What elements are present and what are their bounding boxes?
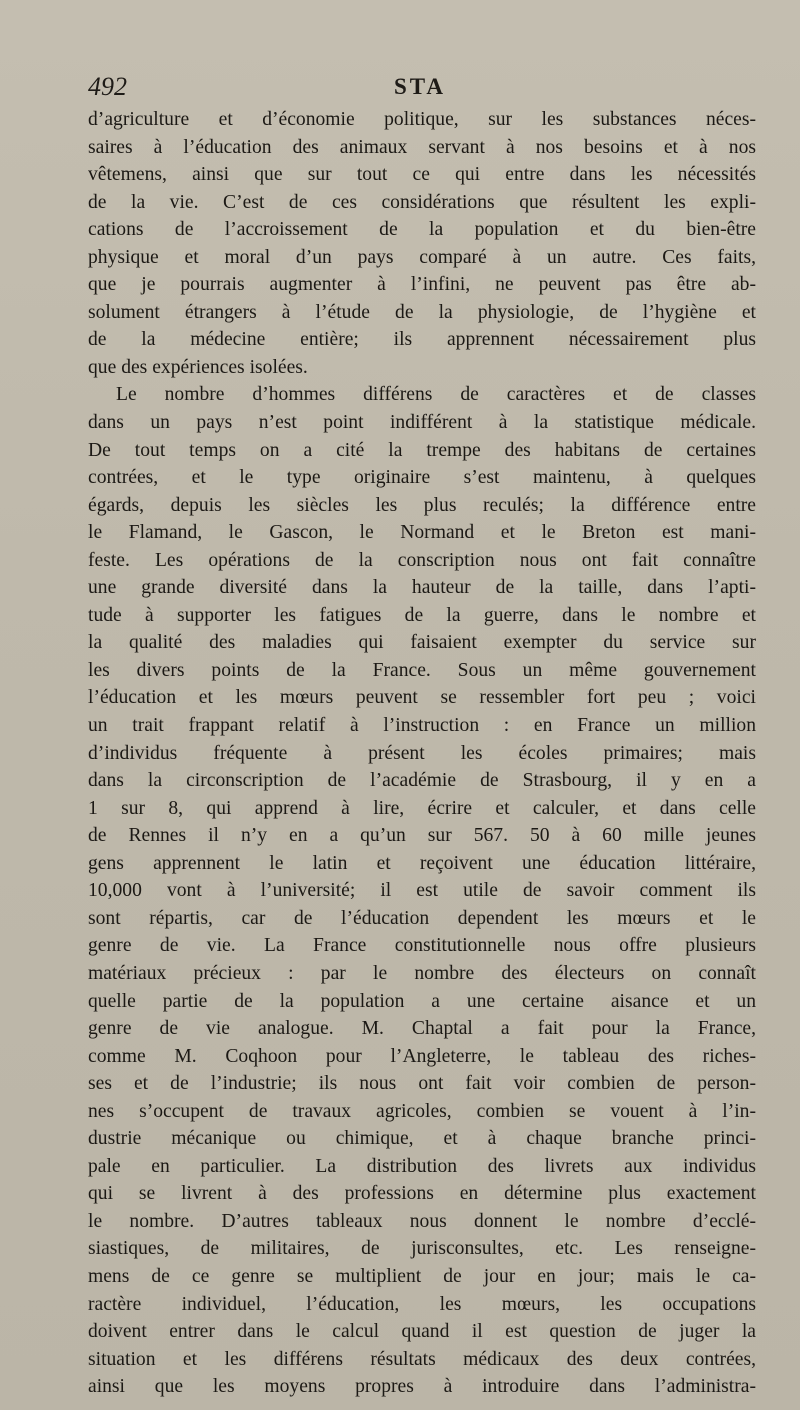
text-line: vêtemens, ainsi que sur tout ce qui entre dans les nécessités bbox=[88, 164, 756, 186]
text-line: dustrie mécanique ou chimique, et à chaque branche princi- bbox=[88, 1128, 756, 1150]
text-line: ractère individuel, l’éducation, les mœurs, les occupations bbox=[88, 1293, 756, 1315]
text-line: pale en particulier. La distribution des livrets aux individus bbox=[88, 1155, 756, 1177]
text-line: De tout temps on a cité la trempe des habitans de certaines bbox=[88, 439, 756, 461]
text-line: le nombre. D’autres tableaux nous donnent le nombre d’ecclé- bbox=[88, 1210, 756, 1232]
text-line: d’individus fréquente à présent les écoles primaires; mais bbox=[88, 742, 756, 764]
running-head: STA bbox=[393, 74, 447, 99]
text-line: cations de l’accroissement de la population et du bien-être bbox=[88, 219, 756, 241]
text-line: l’éducation et les mœurs peuvent se ressembler fort peu ; voici bbox=[88, 687, 756, 709]
paragraph bbox=[88, 381, 756, 1400]
text-line: nes s’occupent de travaux agricoles, combien se vouent à l’in- bbox=[88, 1100, 756, 1122]
text-line: de la vie. C’est de ces considérations que résultent les expli- bbox=[88, 191, 756, 213]
text-line: comme M. Coqhoon pour l’Angleterre, le tableau des riches- bbox=[88, 1045, 756, 1067]
text-line: contrées, et le type originaire s’est maintenu, à quelques bbox=[88, 467, 756, 489]
text-line: physique et moral d’un pays comparé à un autre. Ces faits, bbox=[88, 246, 756, 268]
text-line: 10,000 vont à l’université; il est utile de savoir comment ils bbox=[88, 880, 756, 902]
text-line: sont répartis, car de l’éducation dependent les mœurs et le bbox=[88, 907, 756, 929]
text-line: solument étrangers à l’étude de la physiologie, de l’hygiène et bbox=[88, 301, 756, 323]
paragraph bbox=[88, 106, 756, 381]
text-line: ses et de l’industrie; ils nous ont fait voir combien de person- bbox=[88, 1073, 756, 1095]
text-line: tude à supporter les fatigues de la guerre, dans le nombre et bbox=[88, 604, 756, 626]
text-line: de la médecine entière; ils apprennent nécessairement plus bbox=[88, 329, 756, 351]
text-line: qui se livrent à des professions en détermine plus exactement bbox=[88, 1183, 756, 1205]
text-line: d’agriculture et d’économie politique, sur les substances néces- bbox=[88, 109, 756, 130]
page-header bbox=[88, 72, 752, 106]
text-line: dans la circonscription de l’académie de Strasbourg, il y en a bbox=[88, 770, 756, 792]
text-line: dans un pays n’est point indifférent à la statistique médicale. bbox=[88, 412, 756, 434]
text-line: genre de vie. La France constitutionnelle nous offre plusieurs bbox=[88, 935, 756, 957]
text-line: gens apprennent le latin et reçoivent une éducation littéraire, bbox=[88, 852, 756, 874]
text-line: feste. Les opérations de la conscription nous ont fait connaître bbox=[88, 549, 756, 571]
text-line: de Rennes il n’y en a qu’un sur 567. 50 à 60 mille jeunes bbox=[88, 825, 756, 847]
text-line: une grande diversité dans la hauteur de la taille, dans l’apti- bbox=[88, 577, 756, 599]
text-line: saires à l’éducation des animaux servant à nos besoins et à nos bbox=[88, 136, 756, 158]
text-line: doivent entrer dans le calcul quand il est question de juger la bbox=[88, 1321, 756, 1343]
text-line: 1 sur 8, qui apprend à lire, écrire et calculer, et dans celle bbox=[88, 797, 756, 819]
body-text bbox=[88, 106, 756, 1401]
text-line: ainsi que les moyens propres à introduire dans l’administra- bbox=[88, 1376, 756, 1398]
text-line: quelle partie de la population a une certaine aisance et un bbox=[88, 990, 756, 1012]
text-line: situation et les différens résultats médicaux des deux contrées, bbox=[88, 1348, 756, 1370]
text-line: que je pourrais augmenter à l’infini, ne peuvent pas être ab- bbox=[88, 274, 756, 296]
page-number: 492 bbox=[88, 72, 127, 101]
text-line: les divers points de la France. Sous un même gouvernement bbox=[88, 659, 756, 681]
text-line: un trait frappant relatif à l’instruction : en France un million bbox=[88, 715, 756, 737]
text-line: mens de ce genre se multiplient de jour en jour; mais le ca- bbox=[88, 1265, 756, 1287]
text-line: Le nombre d’hommes différens de caractères et de classes bbox=[116, 384, 756, 406]
text-line: égards, depuis les siècles les plus reculés; la différence entre bbox=[88, 494, 756, 516]
text-line: siastiques, de militaires, de jurisconsultes, etc. Les renseigne- bbox=[88, 1238, 756, 1260]
text-line: que des expériences isolées. bbox=[88, 356, 308, 378]
text-line: le Flamand, le Gascon, le Normand et le Breton est mani- bbox=[88, 522, 756, 544]
text-line: matériaux précieux : par le nombre des électeurs on connaît bbox=[88, 962, 756, 984]
text-line: genre de vie analogue. M. Chaptal a fait pour la France, bbox=[88, 1018, 756, 1040]
text-line: la qualité des maladies qui faisaient exempter du service sur bbox=[88, 632, 756, 654]
